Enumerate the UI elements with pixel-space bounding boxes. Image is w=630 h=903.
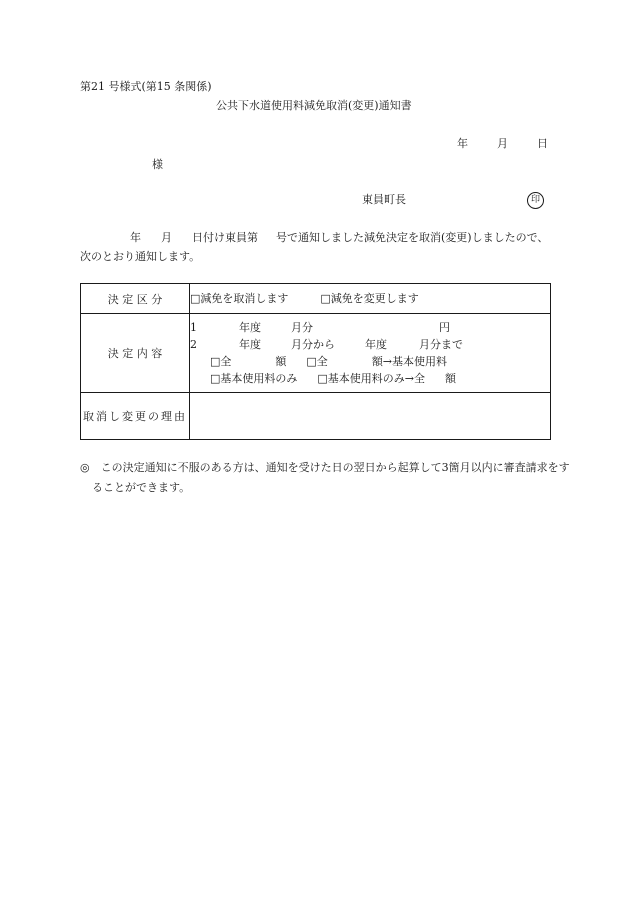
checkbox-basic-only[interactable]: □基本使用料のみ <box>210 372 298 385</box>
content-line-3: □全 額 □全 額→基本使用料 <box>210 355 448 368</box>
checkbox-basic-to-full[interactable]: □基本使用料のみ→全 <box>317 372 426 385</box>
checkbox-change-exemption[interactable]: □減免を変更します <box>320 292 419 305</box>
row-reason <box>81 393 551 440</box>
body-year: 年 <box>130 231 141 244</box>
reason-field[interactable] <box>190 393 551 440</box>
notice-line-1: ◎ この決定通知に不服のある方は、通知を受けた日の翌日から起算して3箇月以内に審査請求をす <box>80 461 570 474</box>
document-title: 公共下水道使用料減免取消(変更)通知書 <box>216 99 412 112</box>
checkbox-full-to-basic[interactable]: □全 <box>306 355 328 368</box>
issue-date <box>457 137 548 151</box>
decision-table <box>80 283 551 440</box>
body-month: 月 <box>161 231 172 244</box>
body-line-2: 次のとおり通知します。 <box>80 250 201 263</box>
issuer-name: 東員町長 <box>362 193 406 206</box>
date-day-label: 日 <box>537 137 548 150</box>
content-line-1: 1 年度 月分 円 <box>190 321 450 334</box>
body-line-1 <box>80 231 548 245</box>
body-text-1: 日付け東員第 <box>192 231 258 244</box>
label-reason: 取消し変更の理由 <box>81 393 190 440</box>
content-line-4: □基本使用料のみ □基本使用料のみ→全 額 <box>210 372 457 385</box>
content-line-2: 2 年度 月分から 年度 月分まで <box>190 338 463 351</box>
row-decision-category <box>81 284 551 314</box>
date-year-label: 年 <box>457 137 468 150</box>
label-decision-content: 決 定 内 容 <box>81 314 190 393</box>
label-decision-category: 決 定 区 分 <box>81 284 190 314</box>
date-month-label: 月 <box>497 137 508 150</box>
body-text-2: 号で通知しました減免決定を取消(変更)しましたので、 <box>276 231 549 244</box>
addressee-suffix: 様 <box>152 158 163 171</box>
row-decision-content <box>81 314 551 393</box>
checkbox-full-amount[interactable]: □全 <box>210 355 232 368</box>
notice-line-2: ることができます。 <box>92 481 191 494</box>
checkbox-cancel-exemption[interactable]: □減免を取消します <box>190 292 289 305</box>
seal-mark: 印 <box>527 192 544 209</box>
form-number: 第21 号様式(第15 条関係) <box>80 80 212 93</box>
